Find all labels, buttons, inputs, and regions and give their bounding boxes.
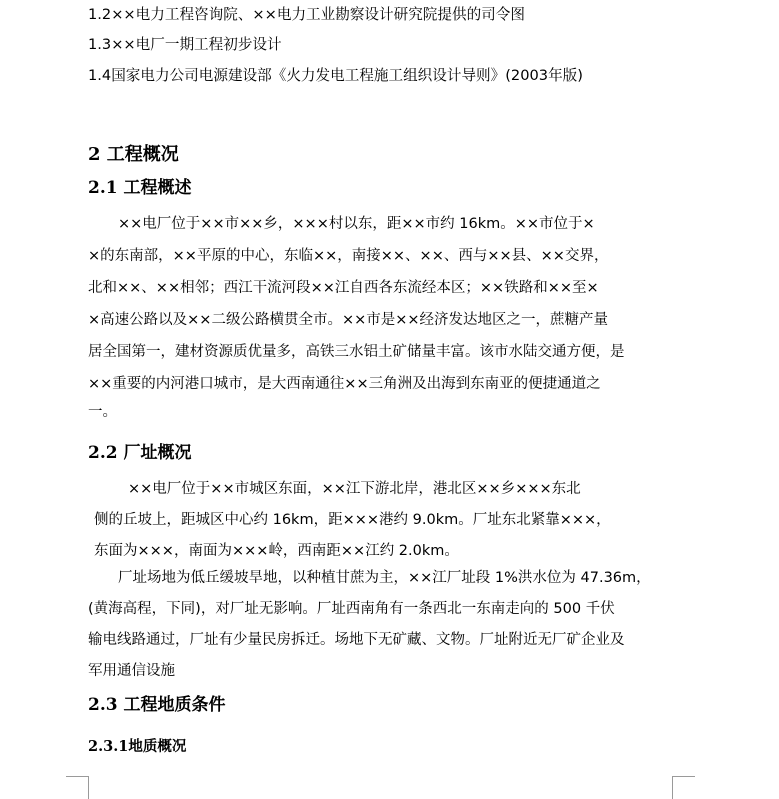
subsection-heading: 2.2 厂址概况: [88, 443, 192, 463]
section-heading: 2 工程概况: [88, 144, 179, 165]
subsection-heading: 2.1 工程概述: [88, 178, 192, 198]
paragraph-line: ××电厂位于××市××乡，×××村以东，距××市约 16km。××市位于×: [118, 216, 595, 232]
paragraph-line: ×的东南部，××平原的中心，东临××，南接××、××、西与××县、××交界，: [88, 248, 609, 264]
paragraph-line: ×高速公路以及××二级公路横贯全市。××市是××经济发达地区之一，蔗糖产量: [88, 312, 609, 328]
paragraph-line: ××重要的内河港口城市，是大西南通往××三角洲及出海到东南亚的便捷通道之: [88, 376, 601, 392]
paragraph-line: 一。: [88, 404, 117, 420]
paragraph-line: 北和××、××相邻；西江干流河段××江自西各东流经本区；××铁路和××至×: [88, 280, 599, 296]
paragraph-line: 输电线路通过，厂址有少量民房拆迁。场地下无矿藏、文物。厂址附近无厂矿企业及: [88, 632, 625, 648]
subsection-heading: 2.3 工程地质条件: [88, 695, 226, 715]
page-corner-mark: [672, 776, 695, 799]
paragraph-line: 侧的丘坡上，距城区中心约 16km，距×××港约 9.0km。厂址东北紧靠×××，: [94, 512, 611, 528]
reference-item: 1.4国家电力公司电源建设部《火力发电工程施工组织设计导则》(2003年版): [88, 67, 583, 84]
paragraph-line: 东面为×××，南面为×××岭，西南距××江约 2.0km。: [94, 543, 459, 559]
paragraph-line: 军用通信设施: [88, 663, 175, 679]
page-corner-mark: [66, 776, 89, 799]
reference-item: 1.3××电厂一期工程初步设计: [88, 36, 282, 53]
paragraph-line: 居全国第一，建材资源质优量多，高铁三水铝土矿储量丰富。该市水陆交通方便，是: [88, 344, 625, 360]
paragraph-line: ××电厂位于××市城区东面，××江下游北岸，港北区××乡×××东北: [128, 481, 581, 497]
subsubsection-heading: 2.3.1地质概况: [88, 738, 187, 755]
paragraph-line: 厂址场地为低丘缓坡旱地，以种植甘蔗为主，××江厂址段 1%洪水位为 47.36m，: [118, 570, 651, 586]
paragraph-line: (黄海高程，下同)，对厂址无影响。厂址西南角有一条西北一东南走向的 500 千伏: [88, 601, 615, 617]
reference-item: 1.2××电力工程咨询院、××电力工业勘察设计研究院提供的司令图: [88, 6, 525, 23]
